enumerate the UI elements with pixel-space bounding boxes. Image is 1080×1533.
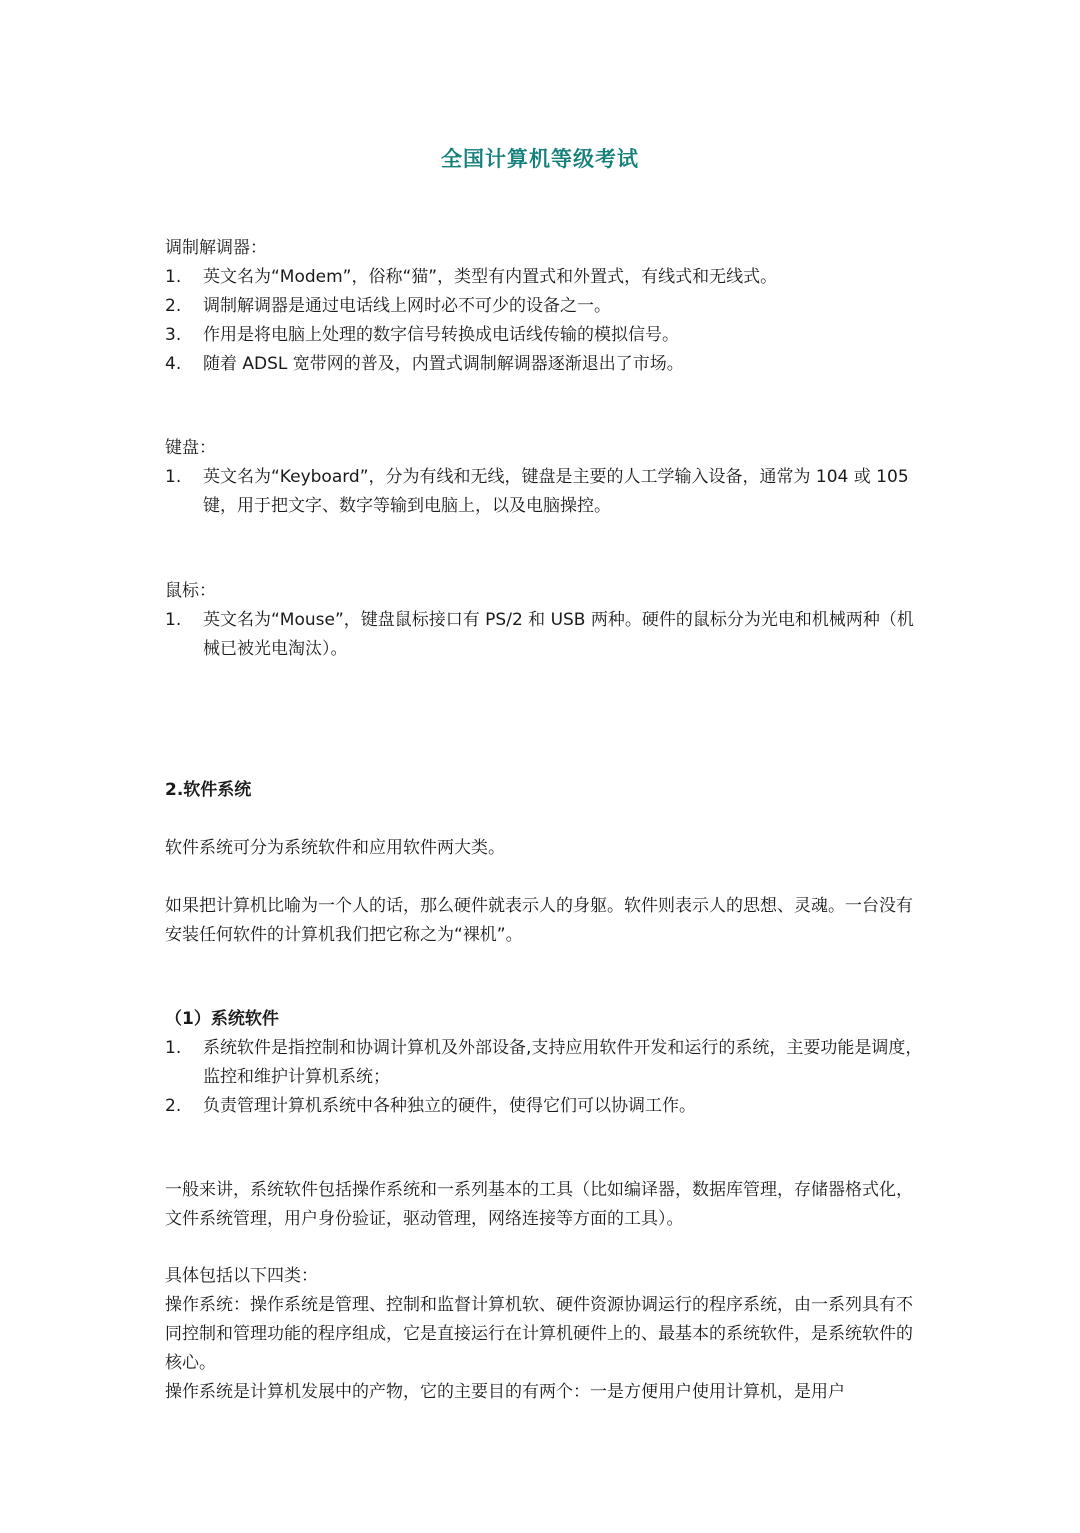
mouse-list (165, 606, 925, 664)
list-item (165, 606, 925, 664)
list-text: 负责管理计算机系统中各种独立的硬件，使得它们可以协调工作。 (203, 1096, 696, 1116)
keyboard-section (165, 434, 925, 521)
list-item (165, 321, 925, 350)
system-software-categories (165, 1262, 925, 1407)
list-text: 系统软件是指控制和协调计算机及外部设备,支持应用软件开发和运行的系统，主要功能是调度，监控和维护计算机系统； (203, 1038, 923, 1087)
system-software-section (165, 1005, 925, 1121)
list-text: 英文名为“Modem”，俗称“猫”，类型有内置式和外置式，有线式和无线式。 (203, 267, 778, 287)
keyboard-heading: 键盘： (165, 438, 216, 458)
software-intro: 软件系统可分为系统软件和应用软件两大类。 (165, 838, 505, 858)
list-number: 3. (165, 325, 182, 345)
mouse-section (165, 577, 925, 664)
list-number: 1. (165, 467, 182, 487)
os-definition: 操作系统：操作系统是管理、控制和监督计算机软、硬件资源协调运行的程序系统，由一系列具有不同控制和管理功能的程序组成，它是直接运行在计算机硬件上的、最基本的系统软件，是系统软件的核心。 (165, 1295, 913, 1373)
system-software-list (165, 1034, 925, 1121)
keyboard-list (165, 463, 925, 521)
list-item (165, 463, 925, 521)
list-item (165, 350, 925, 379)
list-item (165, 292, 925, 321)
list-item (165, 1034, 925, 1092)
document-title: 全国计算机等级考试 (441, 147, 639, 171)
list-item (165, 263, 925, 292)
software-heading: 2.软件系统 (165, 780, 252, 800)
list-text: 作用是将电脑上处理的数字信号转换成电话线传输的模拟信号。 (203, 325, 679, 345)
mouse-heading: 鼠标： (165, 581, 216, 601)
list-number: 1. (165, 1038, 182, 1058)
modem-list (165, 263, 925, 379)
modem-section (165, 234, 925, 379)
list-text: 英文名为“Mouse”，键盘鼠标接口有 PS/2 和 USB 两种。硬件的鼠标分为光电和机械两种（机械已被光电淘汰）。 (203, 610, 914, 659)
list-number: 1. (165, 610, 182, 630)
list-item (165, 1092, 925, 1121)
list-text: 英文名为“Keyboard”，分为有线和无线，键盘是主要的人工学输入设备，通常为 104 或 105 键，用于把文字、数字等输到电脑上，以及电脑操控。 (203, 467, 909, 516)
categories-intro: 具体包括以下四类： (165, 1266, 318, 1286)
os-purpose: 操作系统是计算机发展中的产物，它的主要目的有两个：一是方便用户使用计算机，是用户 (165, 1382, 845, 1402)
software-metaphor: 如果把计算机比喻为一个人的话，那么硬件就表示人的身躯。软件则表示人的思想、灵魂。一台没有安装任何软件的计算机我们把它称之为“裸机”。 (165, 896, 913, 945)
system-software-heading: （1）系统软件 (165, 1009, 279, 1029)
list-number: 1. (165, 267, 182, 287)
list-text: 随着 ADSL 宽带网的普及，内置式调制解调器逐渐退出了市场。 (203, 354, 684, 374)
list-number: 2. (165, 1096, 182, 1116)
system-software-general: 一般来讲，系统软件包括操作系统和一系列基本的工具（比如编译器，数据库管理，存储器格式化，文件系统管理，用户身份验证，驱动管理，网络连接等方面的工具）。 (165, 1180, 913, 1229)
list-number: 2. (165, 296, 182, 316)
list-text: 调制解调器是通过电话线上网时必不可少的设备之一。 (203, 296, 611, 316)
modem-heading: 调制解调器： (165, 238, 267, 258)
list-number: 4. (165, 354, 182, 374)
